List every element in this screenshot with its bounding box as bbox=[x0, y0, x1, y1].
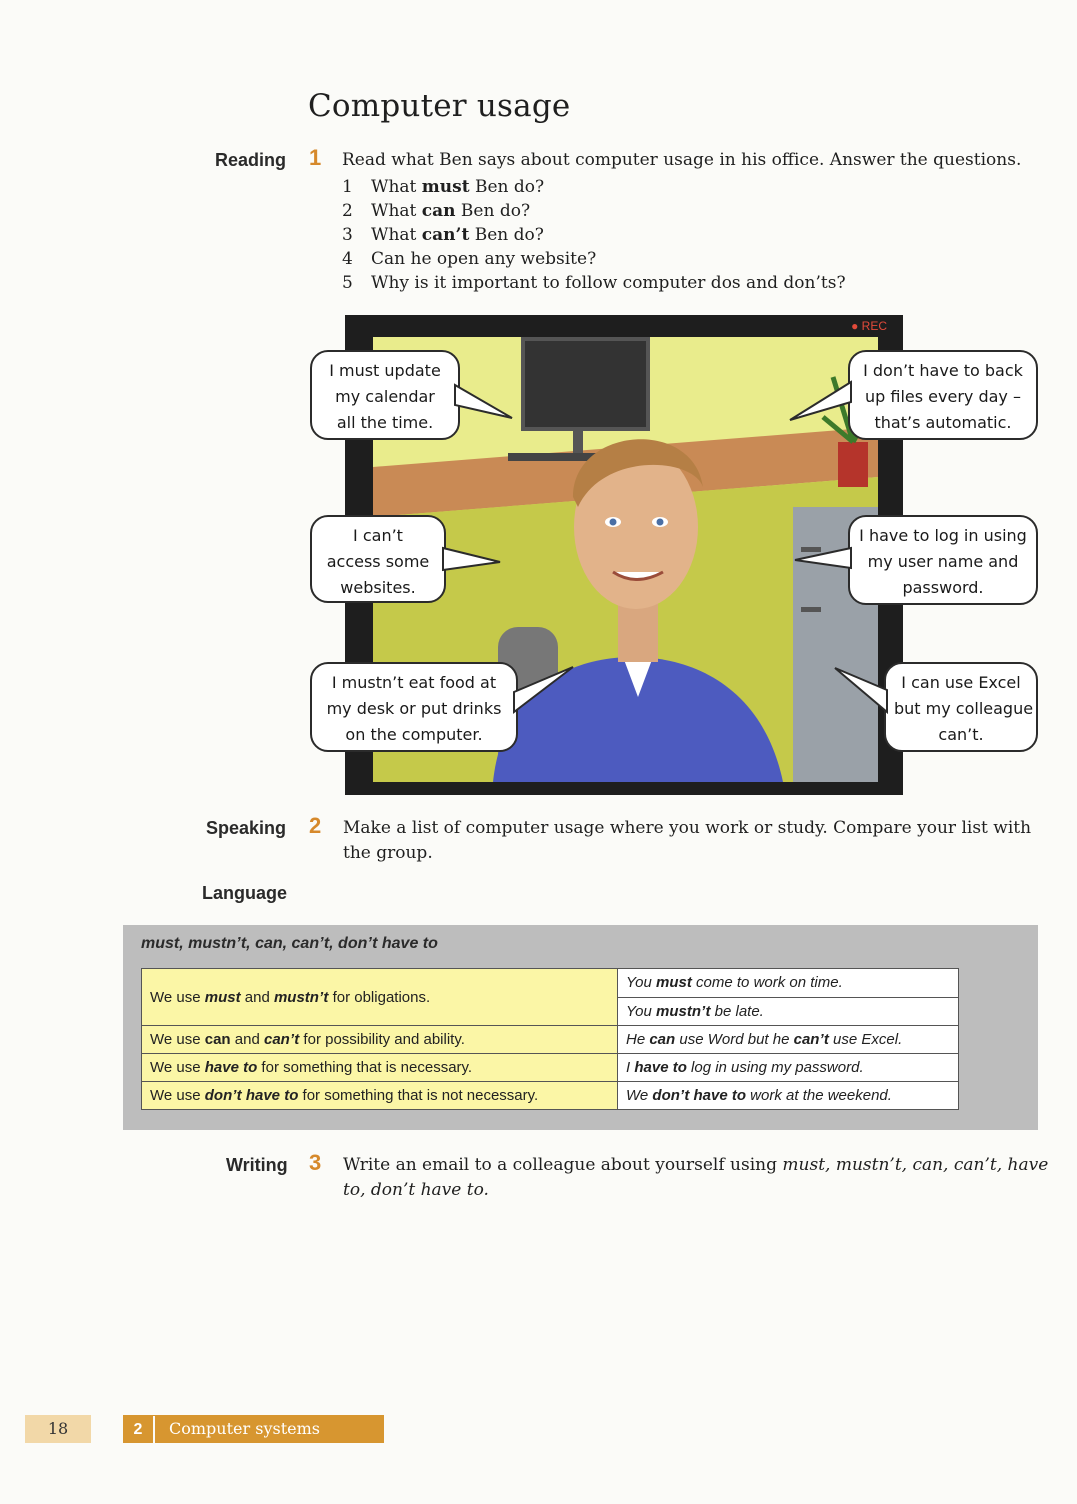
example-cell: You mustn’t be late. bbox=[618, 997, 959, 1026]
section-label-reading: Reading bbox=[215, 150, 287, 170]
bubble-line: I can’t bbox=[353, 526, 403, 545]
bubble-line: but my colleague bbox=[894, 699, 1034, 718]
writing-keywords: must, mustn’t, can, can’t, have bbox=[782, 1155, 1049, 1175]
example-cell: We don’t have to work at the weekend. bbox=[618, 1082, 959, 1110]
speaking-instruction-line1: Make a list of computer usage where you work or study. Compare your list with bbox=[343, 818, 1032, 838]
example-cell: I have to log in using my password. bbox=[618, 1054, 959, 1082]
table-row bbox=[142, 969, 959, 998]
bubble-line: I can use Excel bbox=[901, 673, 1021, 692]
question-text: Can he open any website? bbox=[371, 249, 597, 269]
unit-title: Computer systems bbox=[169, 1419, 320, 1438]
rule-cell: We use must and mustn’t for obligations. bbox=[142, 969, 618, 1026]
bubble-line: I mustn’t eat food at bbox=[331, 673, 497, 692]
reading-instruction: Read what Ben says about computer usage in his office. Answer the questions. bbox=[342, 150, 1022, 170]
question-number: 4 bbox=[342, 249, 353, 269]
exercise-number-3: 3 bbox=[309, 1150, 322, 1175]
unit-footer bbox=[123, 1415, 384, 1443]
section-label-writing: Writing bbox=[226, 1155, 288, 1175]
bubble-line: websites. bbox=[340, 578, 416, 597]
question-keyword: can bbox=[421, 201, 456, 221]
bubble-line: that’s automatic. bbox=[874, 413, 1012, 432]
question-number: 3 bbox=[342, 225, 353, 245]
bubble-line: my desk or put drinks bbox=[326, 699, 502, 718]
example-cell: You must come to work on time. bbox=[618, 969, 959, 998]
speaking-instruction-line2: the group. bbox=[343, 843, 433, 863]
section-label-language: Language bbox=[202, 883, 288, 903]
bubble-line: I must update bbox=[329, 361, 441, 380]
exercise-number-2: 2 bbox=[309, 813, 322, 838]
bubble-line: I don’t have to back bbox=[863, 361, 1023, 380]
exercise-number-1: 1 bbox=[309, 145, 322, 170]
writing-instruction-line2 bbox=[343, 1178, 489, 1203]
rule-cell: We use have to for something that is necessary. bbox=[142, 1054, 618, 1082]
bubble-line: can’t. bbox=[938, 725, 984, 744]
page-title: Computer usage bbox=[308, 88, 571, 124]
question-number: 2 bbox=[342, 201, 353, 221]
grammar-table bbox=[141, 968, 959, 1110]
bubble-line: password. bbox=[902, 578, 984, 597]
bubble-line: all the time. bbox=[336, 413, 434, 432]
table-row bbox=[142, 1082, 959, 1110]
rule-cell: We use don’t have to for something that is not necessary. bbox=[142, 1082, 618, 1110]
question-number: 1 bbox=[342, 177, 353, 197]
bubble-line: my calendar bbox=[335, 387, 435, 406]
grammar-box bbox=[123, 925, 1038, 1130]
section-label-speaking: Speaking bbox=[206, 818, 287, 838]
bubble-line: on the computer. bbox=[345, 725, 483, 744]
table-row bbox=[142, 1054, 959, 1082]
table-row bbox=[142, 1026, 959, 1054]
bubble-line: I have to log in using bbox=[859, 526, 1027, 545]
question-text: Ben do? bbox=[469, 225, 544, 245]
bubble-line: access some bbox=[326, 552, 430, 571]
page-number: 18 bbox=[25, 1415, 91, 1443]
rule-cell: We use can and can’t for possibility and ability. bbox=[142, 1026, 618, 1054]
unit-number: 2 bbox=[123, 1416, 155, 1444]
question-text: What bbox=[371, 225, 422, 245]
rec-indicator: ● REC bbox=[851, 319, 887, 333]
question-text: Ben do? bbox=[455, 201, 531, 221]
writing-text: Write an email to a colleague about yourself using bbox=[343, 1155, 783, 1175]
question-keyword: must bbox=[421, 177, 470, 197]
question-number: 5 bbox=[342, 273, 353, 293]
writing-instruction-line1 bbox=[343, 1153, 1048, 1178]
question-text: What bbox=[371, 177, 422, 197]
bubble-line: my user name and bbox=[867, 552, 1019, 571]
question-text: Ben do? bbox=[469, 177, 545, 197]
example-cell: He can use Word but he can’t use Excel. bbox=[618, 1026, 959, 1054]
grammar-box-title: must, mustn’t, can, can’t, don’t have to bbox=[141, 935, 438, 952]
question-text: What bbox=[371, 201, 422, 221]
question-keyword: can’t bbox=[421, 225, 470, 245]
writing-keywords: to, don’t have to. bbox=[343, 1180, 489, 1200]
question-text: Why is it important to follow computer dos and don’ts? bbox=[371, 273, 846, 293]
bubble-line: up files every day – bbox=[865, 387, 1021, 406]
